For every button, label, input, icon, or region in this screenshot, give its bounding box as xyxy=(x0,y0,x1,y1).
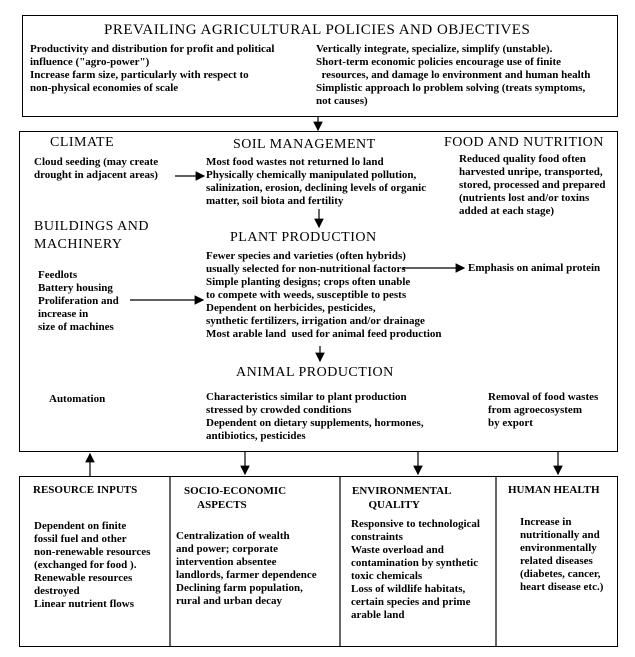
food-title: FOOD AND NUTRITION xyxy=(444,135,604,150)
policies-left-text: Productivity and distribution for profit and political influence ("agro-power") Increase farm size, particularly with respect to non-physical economies of scale xyxy=(30,43,275,94)
soil-title: SOIL MANAGEMENT xyxy=(233,137,376,152)
resource-inputs-text: Dependent on finite fossil fuel and other non-renewable resources (exchanged for food ). Renewable resources destroyed Linear nutrient flows xyxy=(34,520,151,610)
policies-title: PREVAILING AGRICULTURAL POLICIES AND OBJECTIVES xyxy=(104,22,531,38)
environmental-quality-text: Responsive to technological constraints Waste overload and contamination by synthetic toxic chemicals Loss of wildlife habitats, certain species and prime arable land xyxy=(351,518,480,621)
socio-economic-text: Centralization of wealth and power; corporate intervention absentee landlords, farmer dependence Declining farm population, rural and urban decay xyxy=(176,530,317,607)
human-health-title: HUMAN HEALTH xyxy=(508,484,600,496)
policies-right-text: Vertically integrate, specialize, simplify (unstable). Short-term economic policies encourage use of finite resources, and damage lo environment and human health Simplistic approach lo problem solving (treats symptoms, not causes) xyxy=(316,43,591,107)
food-text: Reduced quality food often harvested unripe, transported, stored, processed and prepared (nutrients lost and/or toxins added at each stage) xyxy=(459,153,606,217)
socio-economic-title: SOCIO-ECONOMIC ASPECTS xyxy=(184,485,287,511)
climate-title: CLIMATE xyxy=(50,135,115,150)
animal-title: ANIMAL PRODUCTION xyxy=(236,365,394,380)
plant-text: Fewer species and varieties (often hybrids) usually selected for non-nutritional factors Simple planting designs; crops often unable to compete with weeds, susceptible to pests Dependent on herbicides, pesticides, synthetic fertilizers, irrigation and/or drainage Most arable land used for animal feed production xyxy=(206,250,442,340)
soil-text: Most food wastes not returned lo land Physically chemically manipulated pollution, salinization, erosion, declining levels of organic matter, soil biota and fertility xyxy=(206,156,427,207)
automation-text: Automation xyxy=(49,393,106,405)
climate-text: Cloud seeding (may create drought in adjacent areas) xyxy=(34,156,159,181)
environmental-quality-title: ENVIRONMENTAL QUALITY xyxy=(352,485,452,511)
emphasis-text: Emphasis on animal protein xyxy=(468,262,601,274)
removal-text: Removal of food wastes from agroecosystem by export xyxy=(488,391,599,429)
buildings-text: Feedlots Battery housing Proliferation and increase in size of machines xyxy=(38,269,119,333)
buildings-title: BUILDINGS AND MACHINERY xyxy=(34,219,149,252)
human-health-text: Increase in nutritionally and environmentally related diseases (diabetes, cancer, heart disease etc.) xyxy=(520,516,604,593)
plant-title: PLANT PRODUCTION xyxy=(230,230,377,245)
resource-inputs-title: RESOURCE INPUTS xyxy=(33,484,138,496)
animal-text: Characteristics similar to plant production stressed by crowded conditions Dependent on dietary supplements, hormones, antibiotics, pesticides xyxy=(206,391,424,442)
